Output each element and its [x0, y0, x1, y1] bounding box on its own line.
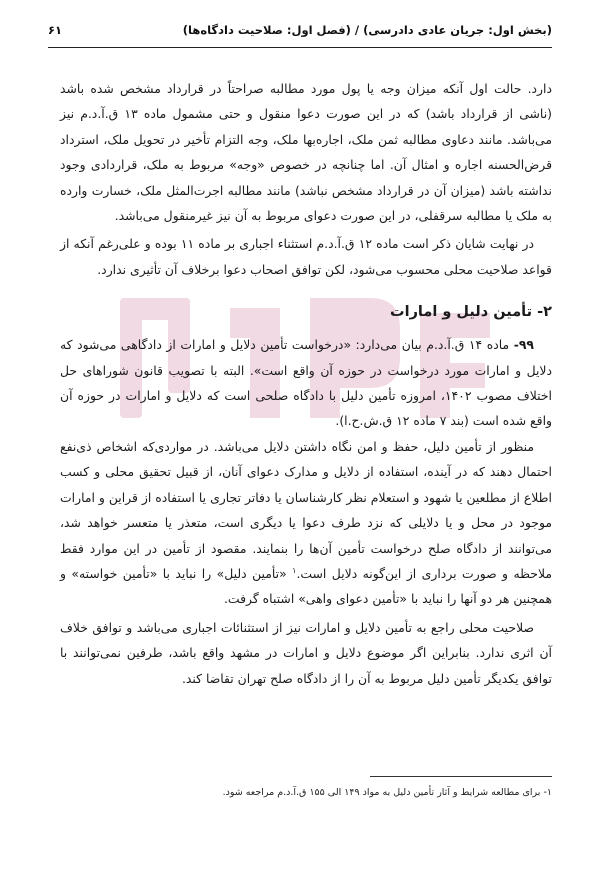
paragraph-1: دارد. حالت اول آنکه میزان وجه یا پول مورد مطالبه صراحتاً در قرارداد مشخص شده باشد (ناشی از قرارداد باشد) که در این صورت دعوا منقول و حتی مشمول ماده ۱۳ ق.آ.د.م نیز می‌باشد. مانند دعاوی مطالبه ثمن ملک، اجاره‌بها ملک، وجه التزام تأخیر در تحویل ملک، استرداد قرض‌الحسنه اجاره و امثال آن. اما چنانچه در خصوص «وجه» مربوط به ملک، قراردادی وجود نداشته باشد (میزان آن در قرارداد مشخص نباشد) مانند مطالبه اجرت‌المثل ملک، خسارت وارده به ملک یا مطالبه سرقفلی، در این صورت دعوای مربوط به آن نیز غیرمنقول می‌باشد.: [60, 81, 552, 224]
section-heading: ۲- تأمین دلیل و امارات: [390, 304, 552, 321]
running-header-title: (بخش اول: جریان عادی دادرسی) / (فصل اول: صلاحیت دادگاه‌ها): [182, 23, 552, 37]
page-number: ۶۱: [48, 23, 63, 37]
paragraph-4-text-a: منظور از تأمین دلیل، حفظ و امن نگاه داشتن دلایل می‌باشد. در مواردی‌که اشخاص ذی‌نفع احتمال دهند که در آینده، استفاده از دلایل و مدارک دعوای آنان، از قبیل تحقیق محلی و کسب اطلاع از مطلعین یا شهود و استعلام نظر کارشناسان یا دفاتر تجاری یا استفاده از قراین و امارات موجود در محل و یا دلایلی که نزد طرف دعوا یا دیگری است، متعذر یا متعسر خواهد شد، می‌توانند از دادگاه صلح درخواست تأمین آن‌ها را بنمایند. مقصود از تأمین در این موارد فقط ملاحظه و صورت برداری از این‌گونه دلایل است.: [60, 438, 552, 581]
running-header: [48, 16, 552, 44]
footnote: ۱- برای مطالعه شرایط و آثار تأمین دلیل به مواد ۱۴۹ الی ۱۵۵ ق.آ.د.م مراجعه شود.: [222, 787, 552, 798]
paragraph-number: ۹۹-: [513, 337, 534, 353]
paragraph-4-text-b: «تأمین دلیل» را نباید با «تأمین خواسته» و همچنین هر دو آنها را نباید با «تأمین دعوای واهی» اشتباه گرفت.: [60, 565, 552, 607]
footnote-reference[interactable]: ۱: [292, 565, 297, 575]
paragraph-3-text: ماده ۱۴ ق.آ.د.م بیان می‌دارد: «درخواست تأمین دلایل و امارات از دادگاهی می‌شود که دلایل و امارات مورد درخواست در حوزه آن واقع است». البته با تصویب قانون شوراهای حل اختلاف مصوب ۱۴۰۲، امروزه تأمین دلیل با دادگاه صلحی است که دلایل و امارات در حوزه آن واقع شده است (بند ۷ ماده ۱۲ ق.ش.ح.ا).: [60, 337, 552, 429]
paragraph-2: در نهایت شایان ذکر است ماده ۱۲ ق.آ.د.م استثناء اجباری بر ماده ۱۱ بوده و علی‌رغم آنکه از قواعد صلاحیت محلی محسوب می‌شود، لکن توافق اصحاب دعوا برخلاف آن تأثیری ندارد.: [60, 236, 552, 277]
paragraph-5: صلاحیت محلی راجع به تأمین دلایل و امارات نیز از استثنائات اجباری می‌باشد و توافق خلاف آن اثری ندارد. بنابراین اگر موضوع دلایل و امارات در مشهد واقع باشد، طرفین نمی‌توانند با توافق یکدیگر تأمین دلیل مربوط به آن را از دادگاه صلح تهران تقاضا کند.: [60, 619, 552, 686]
paragraph-3: [60, 332, 552, 434]
header-divider: [48, 47, 552, 48]
main-text: [60, 76, 552, 691]
paragraph-4: [60, 434, 552, 612]
footnote-divider: [370, 776, 552, 777]
